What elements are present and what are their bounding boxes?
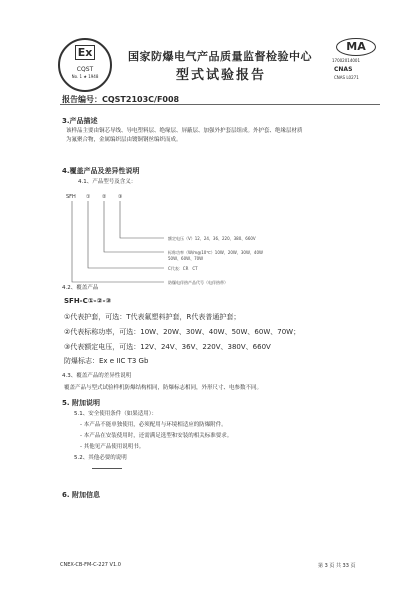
- diagram-mark-3: ③: [118, 194, 123, 200]
- organization-name: 国家防爆电气产品质量监督检验中心: [128, 50, 312, 63]
- diagram-leader-prefix: [72, 201, 164, 282]
- section-3-text-line2: 为氟聚合物，金属编织层由镀铜钢丝编织而成。: [66, 137, 182, 143]
- header-divider: [60, 104, 380, 105]
- diagram-leader-power: [104, 201, 164, 252]
- footer-page-number: 第 3 页 共 33 页: [318, 563, 356, 569]
- explosion-proof-mark: 防爆标志：Ex e IIC T3 Gb: [64, 357, 149, 365]
- section-4-2-heading: 4.2、覆盖产品: [62, 285, 99, 291]
- document-title: 型式试验报告: [176, 68, 267, 83]
- product-code: SFH-C①-②-③: [64, 297, 112, 305]
- section-3-text-line1: 该样品主要由铜芯导线、导电塑料层、绝缘层、屏蔽层、加强外护套层组成。外护套、绝缘层材质: [66, 128, 303, 134]
- section-4-3-heading: 4.3、覆盖产品的差异性说明: [62, 373, 132, 379]
- section-6-heading: 6. 附加信息: [62, 491, 100, 499]
- section-3-heading: 3.产品描述: [62, 117, 98, 125]
- section-4-1-heading: 4.1、产品型号及含义：: [78, 179, 137, 185]
- cma-logo: MA: [336, 38, 376, 56]
- diagram-label-type: C代表：CR CT: [168, 266, 198, 271]
- item-1-sheath: ①代表护套，可选：T代表氟塑料护套，R代表普通护套；: [64, 313, 241, 321]
- section-5-1-item-c: - 其他见产品使用说明书。: [80, 444, 145, 450]
- section-4-3-text: 覆盖产品与型式试验样机防爆结构相同，防爆标志相同，外形尺寸、电参数不同。: [64, 385, 263, 391]
- section-5-2-blank-line: [92, 468, 122, 469]
- diagram-mark-1: ①: [86, 194, 91, 200]
- item-2-power: ②代表标称功率，可选：10W、20W、30W、40W、50W、60W、70W；: [64, 328, 301, 336]
- ex-cqst-logo: [58, 38, 112, 92]
- diagram-label-power-cont: 50W、60W、70W: [168, 256, 204, 261]
- cnas-number: CNAS L0271: [334, 75, 359, 80]
- section-5-1-item-b: - 本产品在安装使用时，还需满足选型和安装的相关标准要求。: [80, 433, 233, 439]
- diagram-label-power: 标称功率（W/m@10℃）10W、20W、30W、40W: [168, 250, 263, 255]
- cnas-logo: CNAS: [334, 66, 353, 73]
- diagram-label-prefix: 防爆电伴热产品代号（电伴热带）: [168, 280, 228, 285]
- logo-ex-text: Ex: [75, 45, 96, 60]
- section-5-1-heading: 5.1、安全使用条件（如果适用）：: [74, 411, 157, 417]
- diagram-leader-type: [88, 201, 164, 268]
- diagram-leader-voltage: [120, 201, 164, 238]
- report-number: 报告编号：CQST2103C/F008: [62, 95, 180, 104]
- logo-sub-text: No. 1 ★ 1948: [71, 74, 99, 79]
- diagram-model-prefix: SFH: [66, 194, 76, 200]
- section-4-heading: 4.覆盖产品及差异性说明: [62, 167, 140, 175]
- cma-number: 17002014001: [332, 58, 360, 63]
- item-3-voltage: ③代表额定电压，可选：12V、24V、36V、220V、380V、660V: [64, 343, 271, 351]
- section-5-heading: 5. 附加说明: [62, 399, 100, 407]
- section-5-1-item-a: - 本产品不能单独使用，必须配用与环境相适应的防爆附件。: [80, 422, 227, 428]
- model-designation-diagram: [64, 190, 364, 290]
- diagram-mark-2: ②: [102, 194, 107, 200]
- diagram-label-voltage: 额定电压（V）12、24、36、220、380、660V: [168, 236, 256, 241]
- logo-cqst-text: CQST: [76, 66, 94, 73]
- footer-form-code: CNEX-CB-FM-C-227 V1.0: [60, 562, 121, 568]
- section-5-2-heading: 5.2、其他必要的说明: [74, 455, 127, 461]
